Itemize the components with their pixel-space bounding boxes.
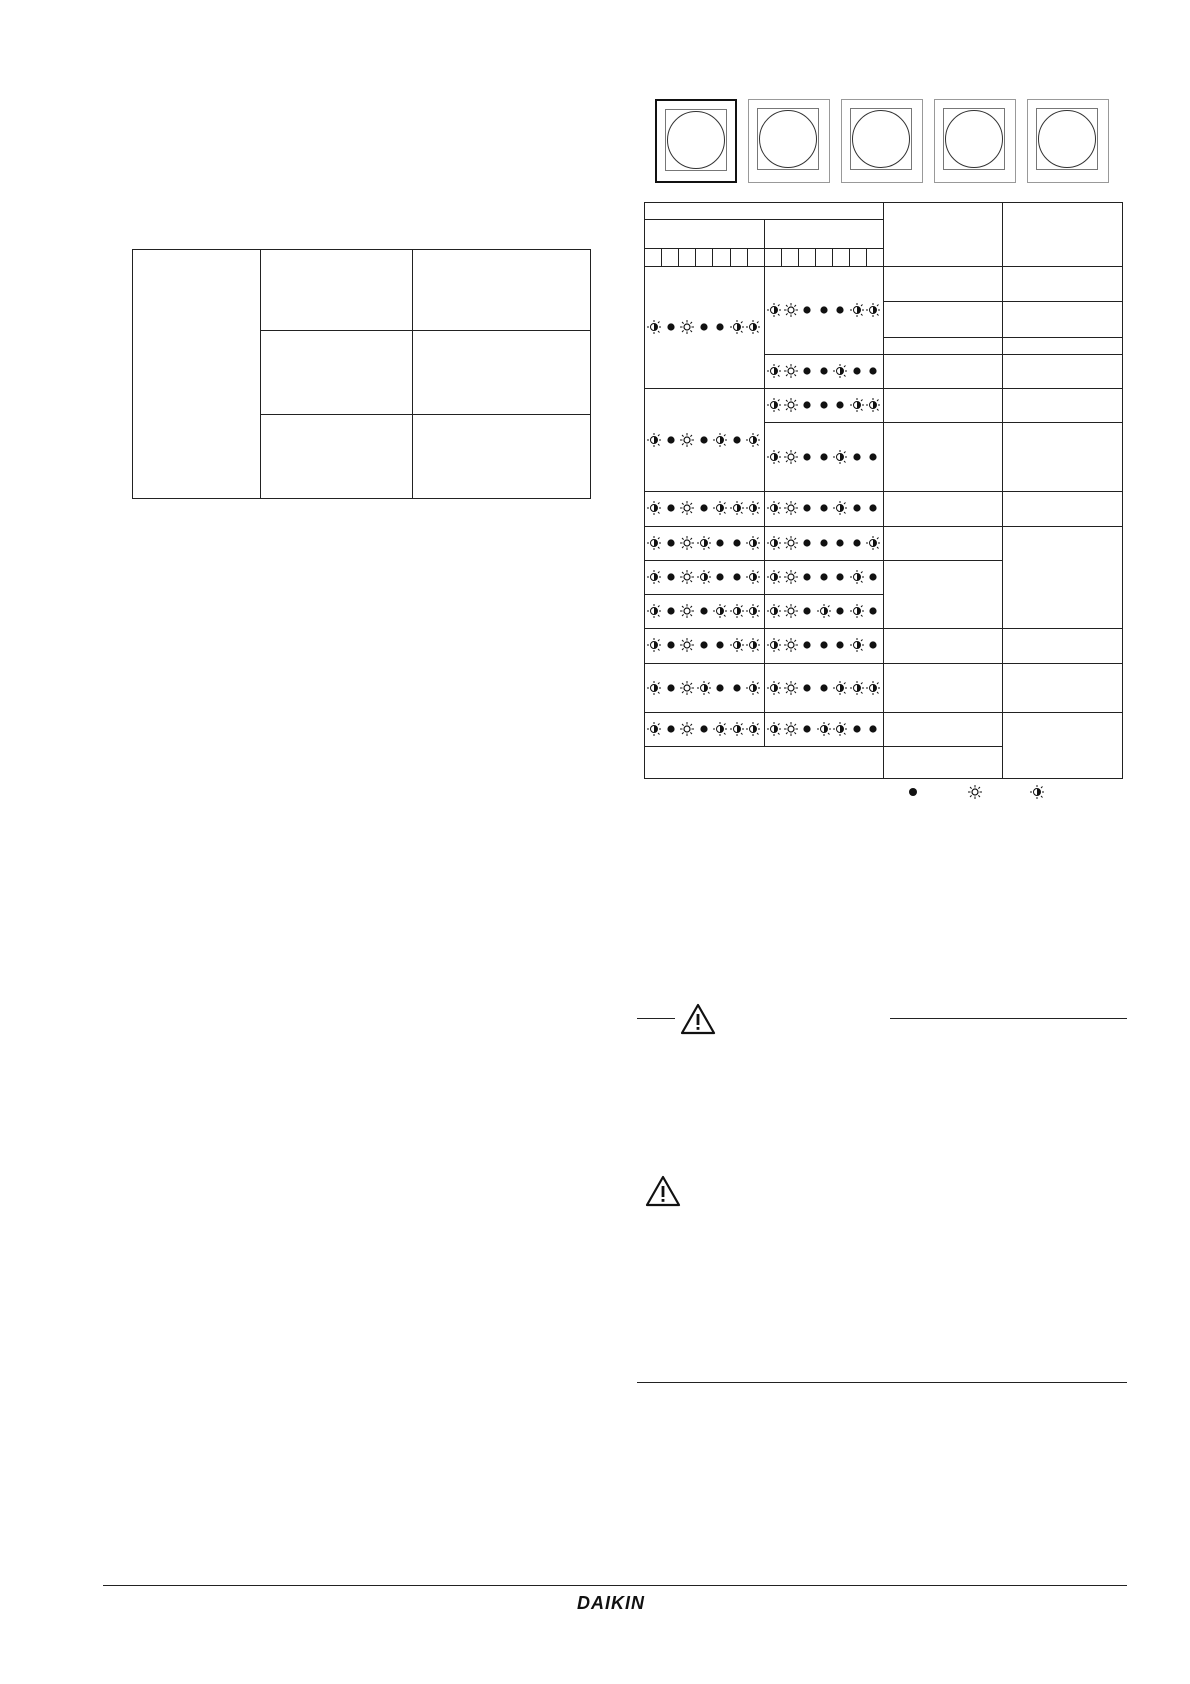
led-blinking-icon [816,721,833,737]
led-off-icon [729,569,746,585]
led-table-row-line [644,594,883,595]
led-sequence [766,500,882,516]
button-icon[interactable] [934,99,1016,183]
led-sequence [646,500,762,516]
button-circle [852,110,910,168]
led-sequence [646,603,762,619]
led-blinking-icon [729,500,746,516]
led-off-icon [865,637,882,653]
led-blinking-icon [766,302,783,318]
led-on-icon [783,680,800,696]
led-table-row-line [644,560,1003,561]
led-blinking-icon [745,721,762,737]
led-off-icon [712,535,729,551]
led-off-icon [712,319,729,335]
led-sequence [646,637,762,653]
led-on-icon [679,535,696,551]
led-column-tick [661,248,662,266]
led-sequence [766,363,882,379]
led-blinking-icon [696,680,713,696]
led-off-icon [832,535,849,551]
led-off-icon [832,637,849,653]
led-column-tick [781,248,782,266]
led-on-icon [783,721,800,737]
led-off-icon [663,500,680,516]
left-table-divider [260,330,591,331]
led-table-row-line [644,526,1123,527]
led-column-tick [866,248,867,266]
led-off-icon [799,535,816,551]
led-blinking-icon [646,603,663,619]
led-table-row-line [644,746,1003,747]
led-blinking-icon [849,603,866,619]
led-table-divider [644,248,883,249]
led-blinking-icon [646,680,663,696]
warning-triangle-icon [645,1175,681,1207]
button-circle [945,110,1003,168]
led-blinking-icon [766,500,783,516]
led-on-icon [679,569,696,585]
led-blinking-icon [729,319,746,335]
led-blinking-icon [745,569,762,585]
button-frame [1036,108,1098,170]
led-off-icon [865,363,882,379]
led-blinking-icon [766,535,783,551]
led-sequence [766,302,882,318]
led-sequence [766,680,882,696]
led-column-tick [712,248,713,266]
led-blinking-icon [832,721,849,737]
led-off-icon [816,637,833,653]
button-icon[interactable] [1027,99,1109,183]
led-blinking-icon [646,721,663,737]
button-frame [943,108,1005,170]
led-off-icon [663,680,680,696]
led-off-icon [865,721,882,737]
led-sequence [766,569,882,585]
warning-rule [890,1018,1127,1019]
led-sequence [766,603,882,619]
led-table-row-line [644,663,1123,664]
led-column-tick [849,248,850,266]
led-off-icon [799,569,816,585]
led-blinking-icon [865,302,882,318]
led-blinking-icon [646,637,663,653]
led-off-icon [849,449,866,465]
led-off-icon [865,569,882,585]
led-on-icon [679,603,696,619]
led-on-icon [783,449,800,465]
led-off-icon [865,603,882,619]
led-blinking-icon [766,603,783,619]
led-on-icon [968,785,982,799]
led-table-row-line [644,491,1123,492]
led-blinking-icon [745,432,762,448]
led-off-icon [816,449,833,465]
led-blinking-icon [766,449,783,465]
led-off-icon [849,500,866,516]
led-off-icon [696,721,713,737]
led-off-icon [849,721,866,737]
led-sequence [766,449,882,465]
led-table-row-line [644,388,1123,389]
led-blinking-icon [646,319,663,335]
led-blinking-icon [849,637,866,653]
left-table-frame [132,249,591,499]
led-on-icon [783,397,800,413]
led-blinking-icon [646,500,663,516]
led-off-icon [696,432,713,448]
led-on-icon [783,637,800,653]
led-column-tick [883,248,884,266]
led-blinking-icon [849,302,866,318]
led-off-icon [906,785,920,799]
led-off-icon [816,302,833,318]
led-off-icon [799,363,816,379]
led-table-row-line [883,301,1123,302]
led-blinking-icon [832,680,849,696]
led-off-icon [816,569,833,585]
led-on-icon [783,302,800,318]
button-circle [667,111,725,169]
led-off-icon [663,637,680,653]
button-icon[interactable] [748,99,830,183]
led-off-icon [832,302,849,318]
led-blinking-icon [646,569,663,585]
led-blinking-icon [766,680,783,696]
led-blinking-icon [729,721,746,737]
led-off-icon [832,397,849,413]
led-blinking-icon [745,637,762,653]
led-table-row-line [883,337,1123,338]
led-blinking-icon [865,535,882,551]
led-on-icon [679,319,696,335]
led-on-icon [679,500,696,516]
led-blinking-icon [849,680,866,696]
led-on-icon [783,603,800,619]
warning-triangle-icon [680,1003,716,1035]
led-off-icon [696,500,713,516]
led-off-icon [816,397,833,413]
led-blinking-icon [832,449,849,465]
led-off-icon [816,500,833,516]
led-blinking-icon [766,569,783,585]
led-off-icon [663,721,680,737]
led-blinking-icon [745,535,762,551]
led-off-icon [816,535,833,551]
led-off-icon [712,680,729,696]
led-on-icon [783,569,800,585]
led-blinking-icon [766,721,783,737]
led-column-tick [678,248,679,266]
led-off-icon [832,603,849,619]
led-off-icon [865,500,882,516]
led-off-icon [696,603,713,619]
led-blinking-icon [832,363,849,379]
led-table-row-line [644,712,1123,713]
led-on-icon [783,500,800,516]
led-column-tick [798,248,799,266]
led-sequence [646,680,762,696]
brand-logo: DAIKIN [577,1593,645,1613]
led-column-tick [695,248,696,266]
led-on-icon [783,363,800,379]
led-sequence [766,397,882,413]
warning-end-rule [637,1382,1127,1383]
button-frame [665,109,727,171]
left-table-divider [260,249,261,499]
led-sequence [646,535,762,551]
led-off-icon [696,637,713,653]
led-blinking-icon [766,397,783,413]
led-on-icon [679,680,696,696]
led-on-icon [783,535,800,551]
led-blinking-icon [646,432,663,448]
button-icon[interactable] [841,99,923,183]
led-off-icon [729,680,746,696]
led-table-row-line [644,628,1123,629]
led-table-divider [764,219,765,746]
led-blinking-icon [745,319,762,335]
led-on-icon [679,637,696,653]
led-blinking-icon [712,500,729,516]
button-icon[interactable] [655,99,737,183]
led-column-tick [832,248,833,266]
warning-rule [637,1018,675,1019]
led-off-icon [849,535,866,551]
led-table-row-line [764,422,1123,423]
led-off-icon [799,449,816,465]
led-sequence [766,637,882,653]
button-circle [1038,110,1096,168]
led-blinking-icon [745,603,762,619]
led-blinking-icon [766,363,783,379]
led-blinking-icon [745,500,762,516]
led-on-icon [679,432,696,448]
led-sequence [766,721,882,737]
led-off-icon [849,363,866,379]
led-off-icon [816,363,833,379]
led-off-icon [712,569,729,585]
led-sequence [646,432,762,448]
led-blinking-icon [729,637,746,653]
led-off-icon [663,319,680,335]
led-off-icon [729,535,746,551]
led-off-icon [832,569,849,585]
led-sequence [646,569,762,585]
led-sequence [646,319,762,335]
led-off-icon [816,680,833,696]
led-off-icon [712,637,729,653]
led-column-tick [747,248,748,266]
led-blinking-icon [849,569,866,585]
led-blinking-icon [766,637,783,653]
led-blinking-icon [729,603,746,619]
led-blinking-icon [712,432,729,448]
led-column-tick [730,248,731,266]
led-table-divider [644,266,1123,267]
led-sequence [646,721,762,737]
led-off-icon [799,397,816,413]
led-off-icon [799,603,816,619]
led-off-icon [799,500,816,516]
led-blinking-icon [865,680,882,696]
led-off-icon [799,680,816,696]
led-off-icon [663,603,680,619]
footer-rule [103,1585,1127,1586]
led-column-tick [815,248,816,266]
led-off-icon [729,432,746,448]
led-blinking-icon [1030,785,1044,799]
led-off-icon [865,449,882,465]
led-table-row-line [764,354,1123,355]
led-blinking-icon [646,535,663,551]
left-table-divider [260,414,591,415]
led-off-icon [799,637,816,653]
led-blinking-icon [745,680,762,696]
led-blinking-icon [832,500,849,516]
led-blinking-icon [865,397,882,413]
led-blinking-icon [696,569,713,585]
button-frame [850,108,912,170]
led-off-icon [663,569,680,585]
led-off-icon [663,432,680,448]
led-blinking-icon [712,721,729,737]
led-off-icon [799,302,816,318]
led-blinking-icon [712,603,729,619]
left-table-divider [412,249,413,499]
button-frame [757,108,819,170]
led-off-icon [799,721,816,737]
led-off-icon [663,535,680,551]
led-off-icon [696,319,713,335]
led-sequence [766,535,882,551]
led-blinking-icon [849,397,866,413]
led-blinking-icon [696,535,713,551]
led-on-icon [679,721,696,737]
button-circle [759,110,817,168]
led-blinking-icon [816,603,833,619]
